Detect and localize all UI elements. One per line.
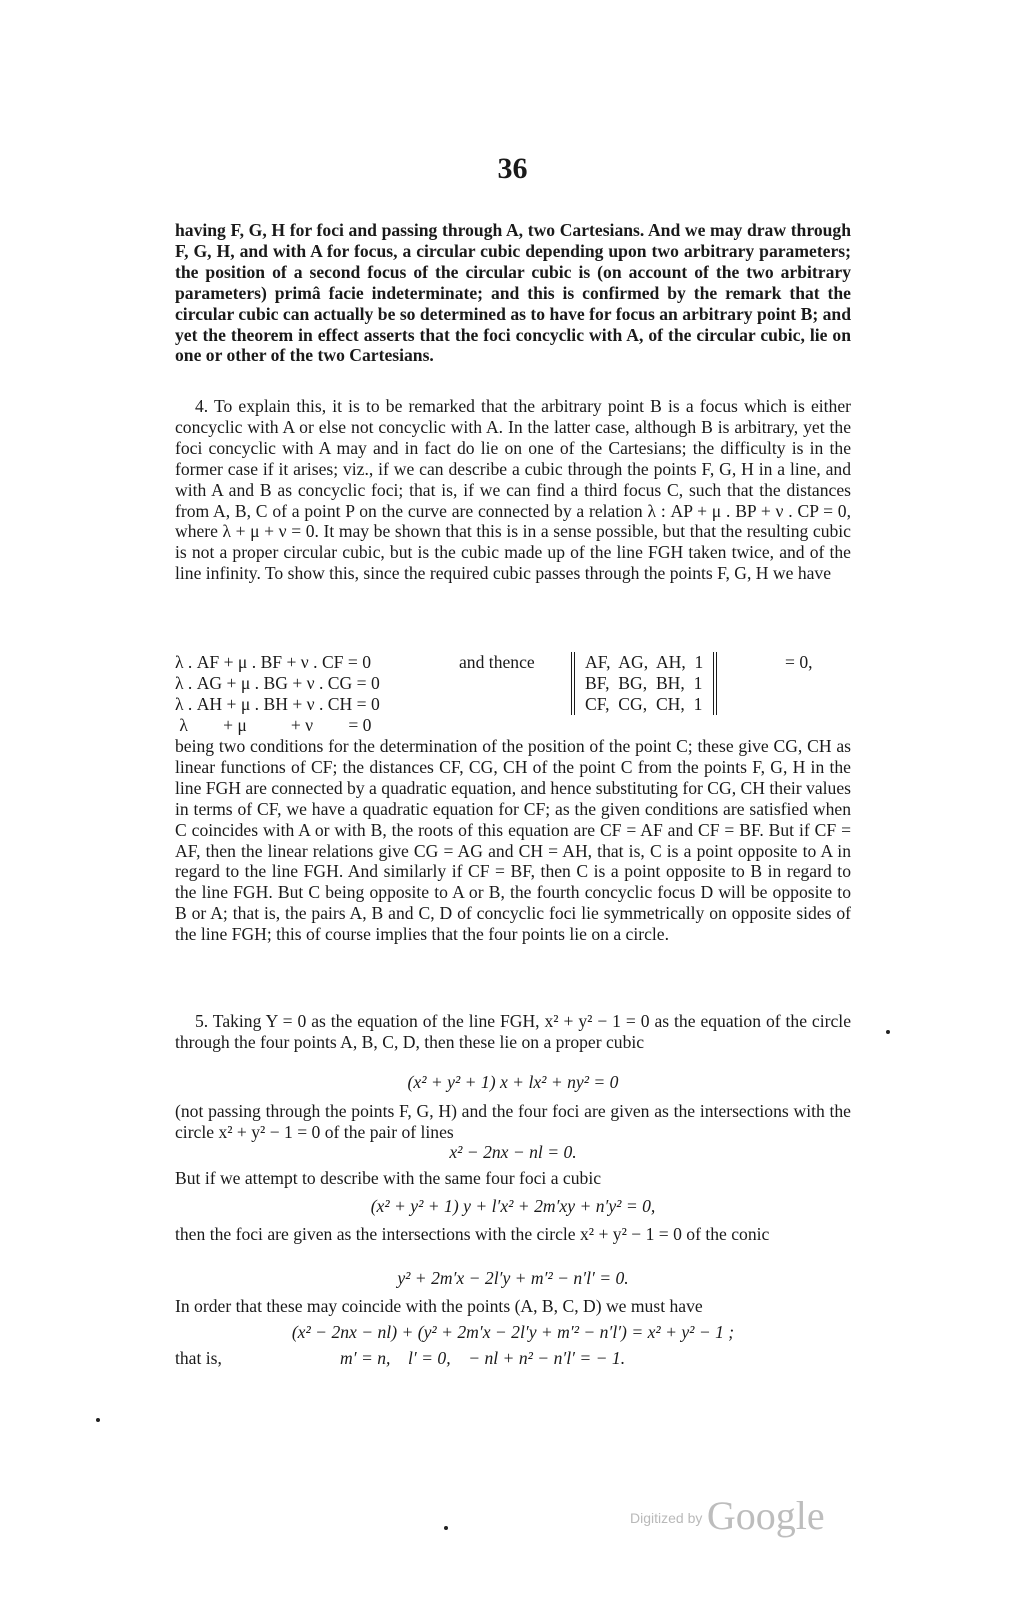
scan-speck	[444, 1526, 448, 1530]
paragraph-section-4	[175, 396, 851, 584]
linear-equations: λ . AF + μ . BF + ν . CF = 0 λ . AG + μ . BG + ν . CG = 0 λ . AH + μ . BH + ν . CH = 0 λ + μ + ν = 0	[175, 652, 380, 735]
and-thence-text: and thence	[459, 652, 535, 672]
equation-pair-of-lines: x² − 2nx − nl = 0.	[449, 1142, 577, 1162]
equation-proper-cubic: (x² + y² + 1) x + lx² + ny² = 0	[407, 1072, 619, 1092]
scan-speck	[886, 1030, 890, 1034]
paragraph-text: having F, G, H for foci and passing through A, two Cartesians. And we may draw through F, G, H, and with A for focus, a circular cubic depending upon two arbitrary parameters; the position of a second focus of the circular cubic is (on account of the two arbitrary parameters) primâ facie indeterminate; and this is confirmed by the remark that the circular cubic can actually be so determined as to have for focus an arbitrary point B; and yet the theorem in effect asserts that the foci concyclic with A, of the circular cubic, lie on one or other of the two Cartesians.	[175, 220, 851, 366]
page-number: 36	[497, 152, 528, 185]
paragraph-coincide: In order that these may coincide with the points (A, B, C, D) we must have	[175, 1296, 703, 1316]
digitized-watermark	[630, 1492, 825, 1539]
paragraph-continuation	[175, 220, 851, 366]
paragraph-conic: then the foci are given as the intersections with the circle x² + y² − 1 = 0 of the conic	[175, 1224, 770, 1244]
paragraph-pair-of-lines: (not passing through the points F, G, H) and the four foci are given as the intersections with the circle x² + y² − 1 = 0 of the pair of lines	[175, 1101, 851, 1142]
paragraph-text: 5. Taking Y = 0 as the equation of the line FGH, x² + y² − 1 = 0 as the equation of the circle through the four points A, B, C, D, then these lie on a proper cubic	[175, 1011, 851, 1052]
paragraph-text: being two conditions for the determination of the position of the point C; these give CG, CH as linear functions of CF; the distances CF, CG, CH of the point C from the points F, G, H in the line FGH are connected by a quadratic equation, and hence substituting for CG, CH their values in terms of CF, we have a quadratic equation for CF; as the given conditions are satisfied when C coincides with A or with B, the roots of this equation are CF = AF and CF = BF. But if CF = AF, then the linear relations give CG = AG and CH = AH, that is, C is a point opposite to A in regard to the line FGH. And similarly if CF = BF, then C is a point opposite to B in regard to the line FGH. But C being opposite to A or B, the fourth concyclic focus D will be opposite to B or A; that is, the pairs A, B and C, D of concyclic foci lie symmetrically on opposite sides of the line FGH; this of course implies that the four points lie on a circle.	[175, 736, 851, 945]
that-is-label: that is,	[175, 1348, 222, 1368]
google-logo: Google	[706, 1493, 825, 1538]
equation-conic: y² + 2m′x − 2l′y + m′² − n′l′ = 0.	[397, 1268, 629, 1288]
equation-sum: (x² − 2nx − nl) + (y² + 2m′x − 2l′y + m′² − n′l′) = x² + y² − 1 ;	[291, 1322, 735, 1342]
determinant-equals: = 0,	[785, 652, 813, 672]
paragraph-attempt: But if we attempt to describe with the same four foci a cubic	[175, 1168, 602, 1188]
scan-speck	[96, 1418, 100, 1422]
determinant: AF, AG, AH, 1 BF, BG, BH, 1 CF, CG, CH, 1	[571, 652, 717, 715]
paragraph-conditions	[175, 736, 851, 945]
watermark-small-text: Digitized by	[630, 1510, 703, 1526]
paragraph-section-5	[175, 1011, 851, 1053]
equation-conditions: m′ = n, l′ = 0, − nl + n² − n′l′ = − 1.	[340, 1348, 626, 1368]
equation-second-cubic: (x² + y² + 1) y + l′x² + 2m′xy + n′y² = 0,	[370, 1196, 656, 1216]
paragraph-text: 4. To explain this, it is to be remarked that the arbitrary point B is a focus which is either concyclic with A or else not concyclic with A. In the latter case, although B is arbitrary, yet the foci concyclic with A may and in fact do lie on one of the Cartesians; the difficulty is in the former case if it arises; viz., if we can describe a cubic through the points F, G, H in a line, and with A and B as concyclic foci; that is, if we can find a third focus C, such that the distances from A, B, C of a point P on the curve are connected by a relation λ : AP + μ . BP + ν . CP = 0, where λ + μ + ν = 0. It may be shown that this is in a sense possible, but that the resulting cubic is not a proper circular cubic, but is the cubic made up of the line FGH taken twice, and of the line infinity. To show this, since the required cubic passes through the points F, G, H we have	[175, 396, 851, 584]
